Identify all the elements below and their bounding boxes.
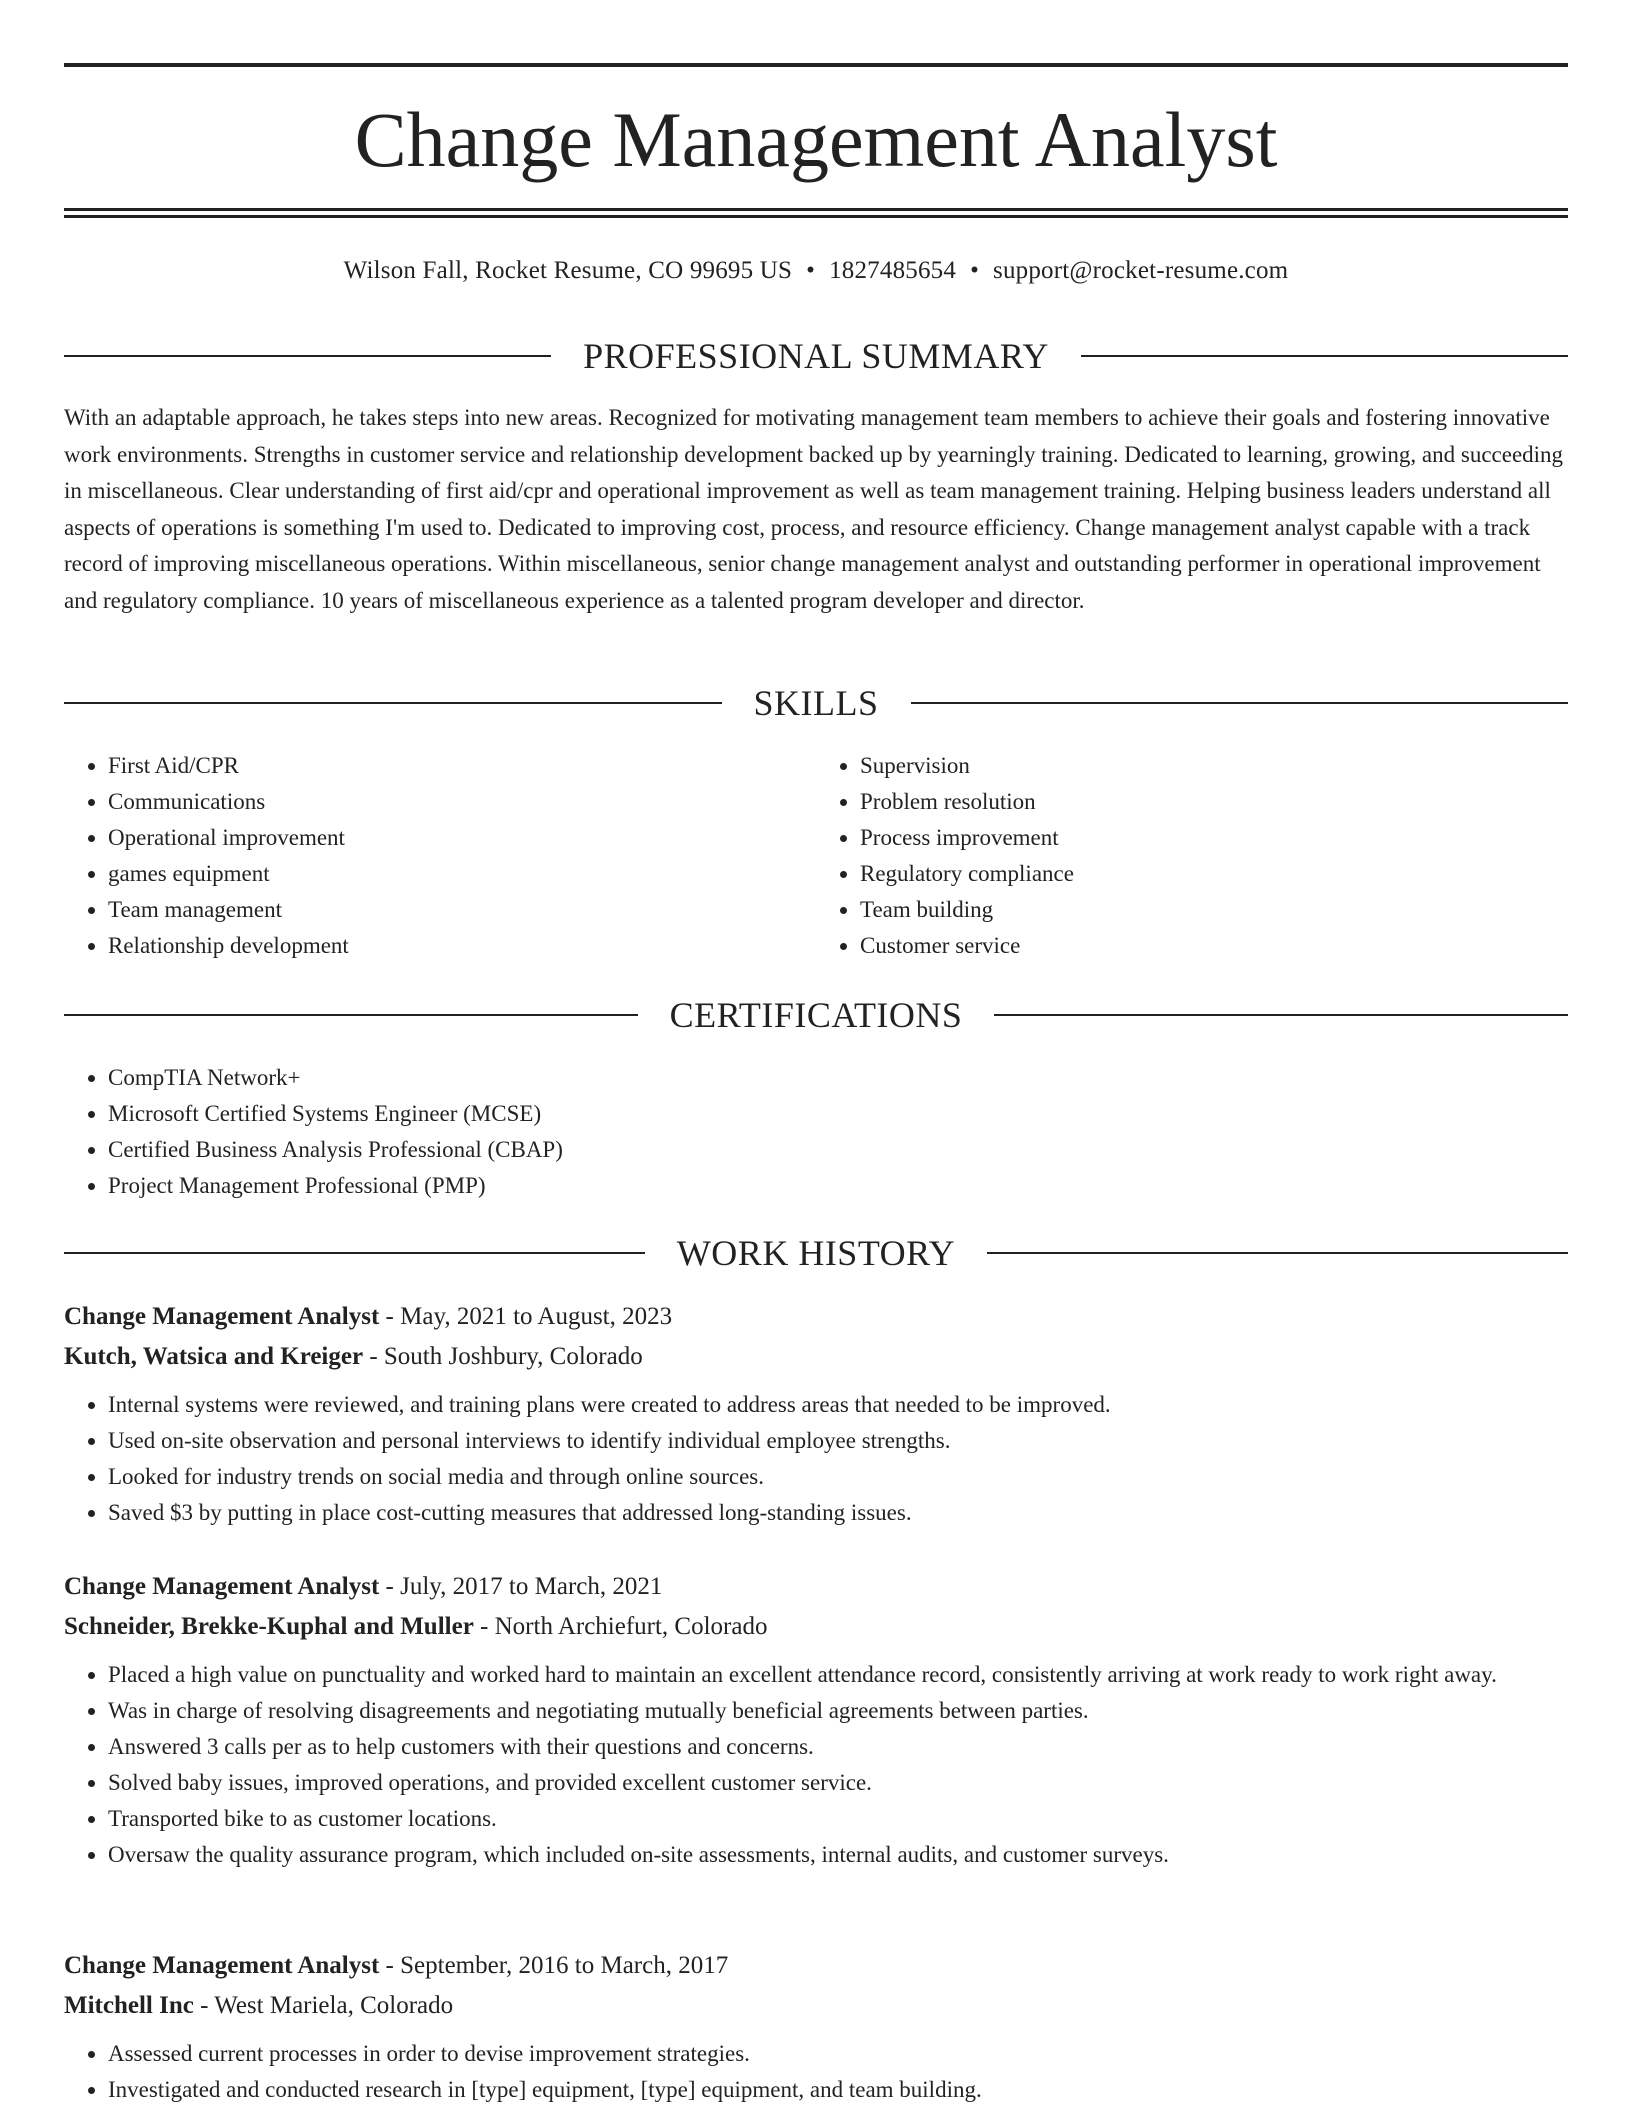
top-rule [64, 63, 1568, 67]
list-item: • Project Management Professional (PMP) [108, 1168, 1568, 1204]
list-item: • First Aid/CPR [108, 748, 816, 784]
work-entry [64, 1946, 1568, 2108]
list-item: • Internal systems were reviewed, and training plans were created to address areas that needed to be improved. [108, 1387, 1568, 1423]
work-entry [64, 1567, 1568, 1873]
title-double-rule [64, 208, 1568, 218]
job-title: Change Management Analyst [64, 1952, 380, 1979]
list-item: • Supervision [860, 748, 1568, 784]
job-location: North Archiefurt, Colorado [494, 1613, 768, 1640]
work-entry [64, 1297, 1568, 1531]
contact-phone: 1827485654 [829, 257, 957, 284]
list-item: • Solved baby issues, improved operations, and provided excellent customer service. [108, 1765, 1568, 1801]
list-item: • Answered 3 calls per as to help customers with their questions and concerns. [108, 1729, 1568, 1765]
job-bullets [64, 2036, 1568, 2108]
list-item: • Used on-site observation and personal interviews to identify individual employee strengths. [108, 1423, 1568, 1459]
certifications-list [64, 1060, 1568, 1204]
job-title: Change Management Analyst [64, 1303, 380, 1330]
list-item: • Looked for industry trends on social media and through online sources. [108, 1459, 1568, 1495]
list-item: • Investigated and conducted research in [type] equipment, [type] equipment, and team building. [108, 2072, 1568, 2108]
heading-rule [987, 1252, 1568, 1254]
job-title-line: Change Management Analyst - May, 2021 to August, 2023 [64, 1303, 673, 1330]
heading-rule [64, 1252, 645, 1254]
list-item: • Saved $3 by putting in place cost-cutting measures that addressed long-standing issues. [108, 1495, 1568, 1531]
job-dates: May, 2021 to August, 2023 [400, 1303, 673, 1330]
list-item: • Was in charge of resolving disagreements and negotiating mutually beneficial agreements between parties. [108, 1693, 1568, 1729]
contact-separator: • [806, 257, 816, 284]
job-company: Schneider, Brekke-Kuphal and Muller [64, 1613, 474, 1640]
list-item: • Team management [108, 892, 816, 928]
section-title: SKILLS [753, 683, 879, 723]
heading-rule [994, 1014, 1568, 1016]
heading-rule [64, 355, 551, 357]
skills-list [64, 748, 1568, 964]
list-item: • Process improvement [860, 820, 1568, 856]
list-item: • Transported bike to as customer locations. [108, 1801, 1568, 1837]
contact-separator: • [970, 257, 980, 284]
list-item: • Placed a high value on punctuality and worked hard to maintain an excellent attendance record, consistently arriving at work ready to work right away. [108, 1657, 1568, 1693]
list-item: • Customer service [860, 928, 1568, 964]
list-item: • Operational improvement [108, 820, 816, 856]
job-location: West Mariela, Colorado [214, 1992, 454, 2019]
skills-column-right [816, 748, 1568, 964]
job-bullets [64, 1657, 1568, 1873]
list-item: • CompTIA Network+ [108, 1060, 1568, 1096]
section-title: WORK HISTORY [676, 1233, 956, 1273]
job-company-line: Kutch, Watsica and Kreiger - South Joshbury, Colorado [64, 1343, 643, 1370]
list-item: • Certified Business Analysis Professional (CBAP) [108, 1132, 1568, 1168]
job-title: Change Management Analyst [64, 1573, 380, 1600]
contact-line [64, 254, 1568, 288]
job-company: Kutch, Watsica and Kreiger [64, 1343, 364, 1370]
heading-rule [64, 1014, 638, 1016]
contact-address: Wilson Fall, Rocket Resume, CO 99695 US [343, 257, 793, 284]
list-item: • Team building [860, 892, 1568, 928]
job-title-line: Change Management Analyst - September, 2016 to March, 2017 [64, 1952, 729, 1979]
section-heading-certifications [64, 993, 1568, 1037]
job-title-line: Change Management Analyst - July, 2017 to March, 2021 [64, 1573, 663, 1600]
contact-email: support@rocket-resume.com [993, 257, 1289, 284]
skills-column-left [64, 748, 816, 964]
job-company-line: Schneider, Brekke-Kuphal and Muller - North Archiefurt, Colorado [64, 1613, 768, 1640]
job-company: Mitchell Inc [64, 1992, 194, 2019]
list-item: • Oversaw the quality assurance program, which included on-site assessments, internal audits, and customer surveys. [108, 1837, 1568, 1873]
section-heading-work-history [64, 1231, 1568, 1275]
list-item: • Regulatory compliance [860, 856, 1568, 892]
job-company-line: Mitchell Inc - West Mariela, Colorado [64, 1992, 454, 2019]
list-item: • Communications [108, 784, 816, 820]
list-item: • Problem resolution [860, 784, 1568, 820]
section-heading-summary [64, 334, 1568, 378]
section-heading-skills [64, 681, 1568, 725]
summary-text: With an adaptable approach, he takes steps into new areas. Recognized for motivating management team members to achieve their goals and fostering innovative work environments. Strengths in customer service and relationship development backed up by yearningly training. Dedicated to learning, growing, and succeeding in miscellaneous. Clear understanding of first aid/cpr and operational improvement as well as team management training. Helping business leaders understand all aspects of operations is something I'm used to. Dedicated to improving cost, process, and resource efficiency. Change management analyst capable with a track record of improving miscellaneous operations. Within miscellaneous, senior change management analyst and outstanding performer in operational improvement and regulatory compliance. 10 years of miscellaneous experience as a talented program developer and director. [64, 405, 1564, 613]
list-item: • Assessed current processes in order to devise improvement strategies. [108, 2036, 1568, 2072]
heading-rule [911, 702, 1569, 704]
job-dates: September, 2016 to March, 2017 [400, 1952, 729, 1979]
section-title: CERTIFICATIONS [669, 995, 963, 1035]
job-bullets [64, 1387, 1568, 1531]
page-title: Change Management Analyst [354, 96, 1278, 183]
list-item: • Microsoft Certified Systems Engineer (MCSE) [108, 1096, 1568, 1132]
job-dates: July, 2017 to March, 2021 [400, 1573, 663, 1600]
list-item: • Relationship development [108, 928, 816, 964]
heading-rule [1081, 355, 1568, 357]
job-location: South Joshbury, Colorado [383, 1343, 643, 1370]
list-item: • games equipment [108, 856, 816, 892]
section-title: PROFESSIONAL SUMMARY [583, 336, 1049, 376]
heading-rule [64, 702, 722, 704]
